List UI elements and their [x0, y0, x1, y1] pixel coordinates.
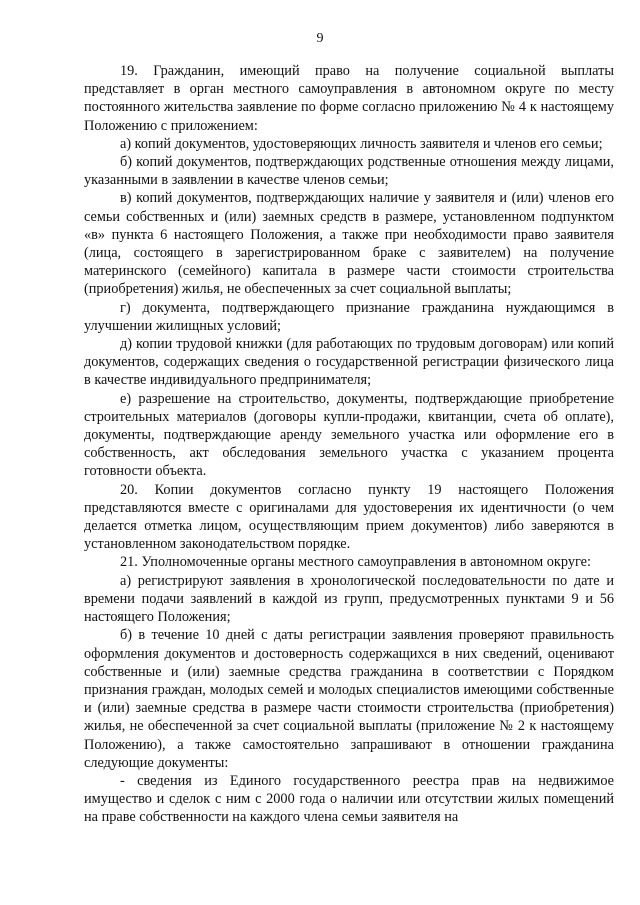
paragraph-21-b-item: - сведения из Единого государственного реестра прав на недвижимое имущество и сделок с ним с 2000 года о наличии или отсутствии жилых помещений на праве собственности на каждого члена семьи заявителя на	[84, 772, 614, 826]
paragraph-21: 21. Уполномоченные органы местного самоуправления в автономном округе:	[120, 554, 591, 571]
paragraph-19-g: г) документа, подтверждающего признание гражданина нуждающимся в улучшении жилищных условий;	[84, 299, 614, 334]
paragraph-19-a: а) копий документов, удостоверяющих личность заявителя и членов его семьи;	[120, 135, 603, 152]
page-number: 9	[316, 31, 324, 46]
paragraph-19-b: б) копий документов, подтверждающих родственные отношения между лицами, указанными в заявлении в качестве членов семьи;	[84, 154, 614, 189]
paragraph-19: 19. Гражданин, имеющий право на получение социальной выплаты представляет в орган местного самоуправления в автономном округе по месту постоянного жительства заявление по форме согласно приложению № 4 к настоящему Положению с приложением:	[84, 63, 614, 134]
document-body	[84, 62, 614, 827]
paragraph-20: 20. Копии документов согласно пункту 19 настоящего Положения представляются вместе с оригиналами для удостоверения их идентичности (о чем делается отметка лицом, осуществляющим прием документов) либо заверяются в установленном законодательством порядке.	[84, 481, 614, 553]
paragraph-19-e: е) разрешение на строительство, документы, подтверждающие приобретение строительных материалов (договоры купли-продажи, квитанции, счета об оплате), документы, подтверждающие аренду земельного участка или оформление его в собственность, акт обследования земельного участка с указанием процента готовности объекта.	[84, 390, 614, 480]
paragraph-19-v: в) копий документов, подтверждающих наличие у заявителя и (или) членов его семьи собственных и (или) заемных средств в размере, установленном подпунктом «в» пункта 6 настоящего Положения, а также при необходимости право заявителя (лица, состоящего в зарегистрированном браке с заявителем) на получение материнского (семейного) капитала в размере части стоимости строительства (приобретения) жилья, не обеспеченных за счет социальной выплаты;	[84, 190, 614, 298]
paragraph-21-b: б) в течение 10 дней с даты регистрации заявления проверяют правильность оформления документов и достоверность содержащихся в них сведений, оценивают собственные и (или) заемные средства гражданина в соответствии с Порядком признания граждан, молодых семей и молодых специалистов имеющими собственные и (или) заемные средства в размере части стоимости строительства (приобретения) жилья, не обеспеченной за счет социальной выплаты (приложение № 2 к настоящему Положению), а также самостоятельно запрашивают в отношении гражданина следующие документы:	[84, 627, 614, 771]
paragraph-21-a: а) регистрируют заявления в хронологической последовательности по дате и времени подачи заявлений в каждой из групп, предусмотренных пунктами 9 и 56 настоящего Положения;	[84, 572, 614, 626]
paragraph-19-d: д) копии трудовой книжки (для работающих по трудовым договорам) или копий документов, содержащих сведения о государственной регистрации физического лица в качестве индивидуального предпринимателя;	[84, 336, 614, 389]
